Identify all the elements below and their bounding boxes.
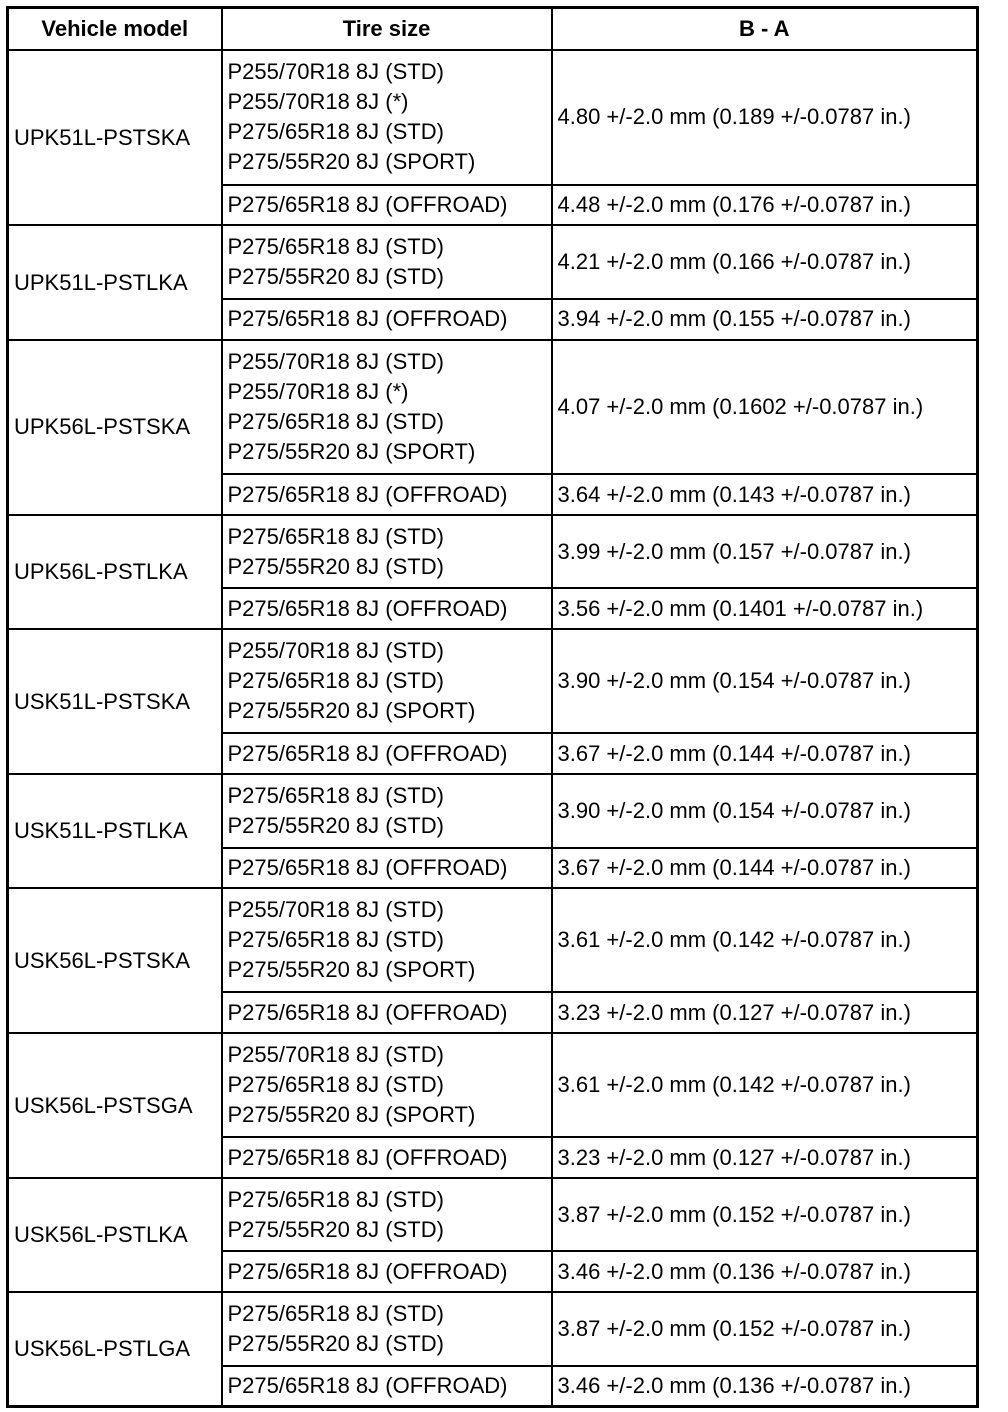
- tire-size-cell: [222, 515, 552, 588]
- vehicle-model-cell: USK56L-PSTLKA: [8, 1178, 222, 1292]
- tire-size-line: P275/65R18 8J (OFFROAD): [227, 1372, 508, 1398]
- tire-size-line: P275/65R18 8J (STD): [227, 1186, 444, 1212]
- vehicle-model-cell: USK51L-PSTLKA: [8, 774, 222, 888]
- tire-size-cell: [222, 774, 552, 847]
- tire-size-cell: [222, 629, 552, 733]
- tire-size-cell: [222, 1178, 552, 1251]
- table-row: [8, 340, 978, 475]
- tire-size-cell: [222, 340, 552, 475]
- tire-size-cell: [222, 1033, 552, 1137]
- tire-size-line: P275/55R20 8J (SPORT): [227, 438, 476, 464]
- tire-size-line: P255/70R18 8J (STD): [227, 638, 444, 664]
- tire-size-cell: [222, 50, 552, 185]
- tire-size-cell: [222, 1292, 552, 1365]
- b-minus-a-value-cell: 3.90 +/-2.0 mm (0.154 +/-0.0787 in.): [552, 629, 978, 733]
- tire-size-line: P275/65R18 8J (STD): [227, 668, 444, 694]
- header-vehicle-model: Vehicle model: [8, 8, 222, 51]
- tire-size-line: P275/65R18 8J (OFFROAD): [227, 740, 508, 766]
- header-tire-size: Tire size: [222, 8, 552, 51]
- tire-size-line: P255/70R18 8J (*): [227, 89, 409, 115]
- b-minus-a-value-cell: 3.90 +/-2.0 mm (0.154 +/-0.0787 in.): [552, 774, 978, 847]
- b-minus-a-value-cell: 4.07 +/-2.0 mm (0.1602 +/-0.0787 in.): [552, 340, 978, 475]
- tire-size-line: P275/65R18 8J (STD): [227, 1300, 444, 1326]
- b-minus-a-value-cell: 3.61 +/-2.0 mm (0.142 +/-0.0787 in.): [552, 1033, 978, 1137]
- tire-size-cell: [222, 588, 552, 629]
- tire-size-line: P255/70R18 8J (STD): [227, 348, 444, 374]
- tire-size-cell: [222, 299, 552, 340]
- tire-size-line: P275/65R18 8J (OFFROAD): [227, 306, 508, 332]
- tire-size-line: P275/65R18 8J (OFFROAD): [227, 595, 508, 621]
- spec-table: [6, 6, 979, 1408]
- b-minus-a-value-cell: 3.94 +/-2.0 mm (0.155 +/-0.0787 in.): [552, 299, 978, 340]
- tire-size-line: P275/65R18 8J (OFFROAD): [227, 1258, 508, 1284]
- tire-size-cell: [222, 185, 552, 226]
- tire-size-line: P275/65R18 8J (OFFROAD): [227, 854, 508, 880]
- tire-size-line: P275/65R18 8J (OFFROAD): [227, 192, 508, 218]
- table-row: [8, 1033, 978, 1137]
- tire-size-line: P275/55R20 8J (STD): [227, 1330, 444, 1356]
- b-minus-a-value-cell: 3.46 +/-2.0 mm (0.136 +/-0.0787 in.): [552, 1251, 978, 1292]
- tire-size-cell: [222, 1366, 552, 1407]
- tire-size-line: P275/65R18 8J (STD): [227, 119, 444, 145]
- table-row: [8, 50, 978, 185]
- b-minus-a-value-cell: 3.67 +/-2.0 mm (0.144 +/-0.0787 in.): [552, 733, 978, 774]
- tire-size-cell: [222, 225, 552, 298]
- tire-size-line: P275/55R20 8J (SPORT): [227, 149, 476, 175]
- header-row: [8, 8, 978, 51]
- vehicle-model-cell: UPK56L-PSTSKA: [8, 340, 222, 515]
- vehicle-model-cell: USK56L-PSTSKA: [8, 888, 222, 1033]
- table-row: [8, 774, 978, 847]
- b-minus-a-value-cell: 3.23 +/-2.0 mm (0.127 +/-0.0787 in.): [552, 1137, 978, 1178]
- table-row: [8, 629, 978, 733]
- b-minus-a-value-cell: 4.80 +/-2.0 mm (0.189 +/-0.0787 in.): [552, 50, 978, 185]
- tire-size-cell: [222, 474, 552, 515]
- tire-size-line: P255/70R18 8J (STD): [227, 897, 444, 923]
- tire-size-line: P275/55R20 8J (SPORT): [227, 698, 476, 724]
- tire-size-line: P275/65R18 8J (STD): [227, 523, 444, 549]
- tire-size-line: P255/70R18 8J (*): [227, 378, 409, 404]
- b-minus-a-value-cell: 4.48 +/-2.0 mm (0.176 +/-0.0787 in.): [552, 185, 978, 226]
- table-row: [8, 515, 978, 588]
- tire-size-line: P275/55R20 8J (SPORT): [227, 1102, 476, 1128]
- b-minus-a-value-cell: 3.46 +/-2.0 mm (0.136 +/-0.0787 in.): [552, 1366, 978, 1407]
- b-minus-a-value-cell: 4.21 +/-2.0 mm (0.166 +/-0.0787 in.): [552, 225, 978, 298]
- tire-size-line: P275/65R18 8J (OFFROAD): [227, 1144, 508, 1170]
- vehicle-model-cell: UPK51L-PSTLKA: [8, 225, 222, 339]
- tire-size-line: P275/65R18 8J (OFFROAD): [227, 481, 508, 507]
- spec-table-body: [8, 50, 978, 1407]
- header-b-minus-a: B - A: [552, 8, 978, 51]
- tire-size-line: P275/55R20 8J (STD): [227, 812, 444, 838]
- tire-size-line: P275/55R20 8J (STD): [227, 1216, 444, 1242]
- tire-size-line: P255/70R18 8J (STD): [227, 59, 444, 85]
- tire-size-cell: [222, 992, 552, 1033]
- tire-size-line: P275/65R18 8J (STD): [227, 234, 444, 260]
- tire-size-line: P275/65R18 8J (STD): [227, 408, 444, 434]
- tire-size-cell: [222, 733, 552, 774]
- tire-size-cell: [222, 1251, 552, 1292]
- b-minus-a-value-cell: 3.23 +/-2.0 mm (0.127 +/-0.0787 in.): [552, 992, 978, 1033]
- tire-size-cell: [222, 848, 552, 889]
- tire-size-line: P275/55R20 8J (STD): [227, 264, 444, 290]
- tire-size-line: P275/65R18 8J (STD): [227, 1072, 444, 1098]
- table-row: [8, 888, 978, 992]
- b-minus-a-value-cell: 3.67 +/-2.0 mm (0.144 +/-0.0787 in.): [552, 848, 978, 889]
- table-row: [8, 1178, 978, 1251]
- vehicle-model-cell: USK51L-PSTSKA: [8, 629, 222, 774]
- b-minus-a-value-cell: 3.61 +/-2.0 mm (0.142 +/-0.0787 in.): [552, 888, 978, 992]
- vehicle-model-cell: UPK56L-PSTLKA: [8, 515, 222, 629]
- tire-size-line: P275/65R18 8J (STD): [227, 782, 444, 808]
- b-minus-a-value-cell: 3.64 +/-2.0 mm (0.143 +/-0.0787 in.): [552, 474, 978, 515]
- vehicle-model-cell: USK56L-PSTLGA: [8, 1292, 222, 1406]
- b-minus-a-value-cell: 3.87 +/-2.0 mm (0.152 +/-0.0787 in.): [552, 1292, 978, 1365]
- tire-size-cell: [222, 1137, 552, 1178]
- b-minus-a-value-cell: 3.87 +/-2.0 mm (0.152 +/-0.0787 in.): [552, 1178, 978, 1251]
- tire-size-line: P275/55R20 8J (SPORT): [227, 957, 476, 983]
- vehicle-model-cell: USK56L-PSTSGA: [8, 1033, 222, 1178]
- b-minus-a-value-cell: 3.56 +/-2.0 mm (0.1401 +/-0.0787 in.): [552, 588, 978, 629]
- tire-size-line: P275/65R18 8J (OFFROAD): [227, 999, 508, 1025]
- tire-size-line: P255/70R18 8J (STD): [227, 1042, 444, 1068]
- vehicle-model-cell: UPK51L-PSTSKA: [8, 50, 222, 225]
- tire-size-line: P275/65R18 8J (STD): [227, 927, 444, 953]
- tire-size-cell: [222, 888, 552, 992]
- b-minus-a-value-cell: 3.99 +/-2.0 mm (0.157 +/-0.0787 in.): [552, 515, 978, 588]
- tire-size-line: P275/55R20 8J (STD): [227, 553, 444, 579]
- table-row: [8, 1292, 978, 1365]
- table-row: [8, 225, 978, 298]
